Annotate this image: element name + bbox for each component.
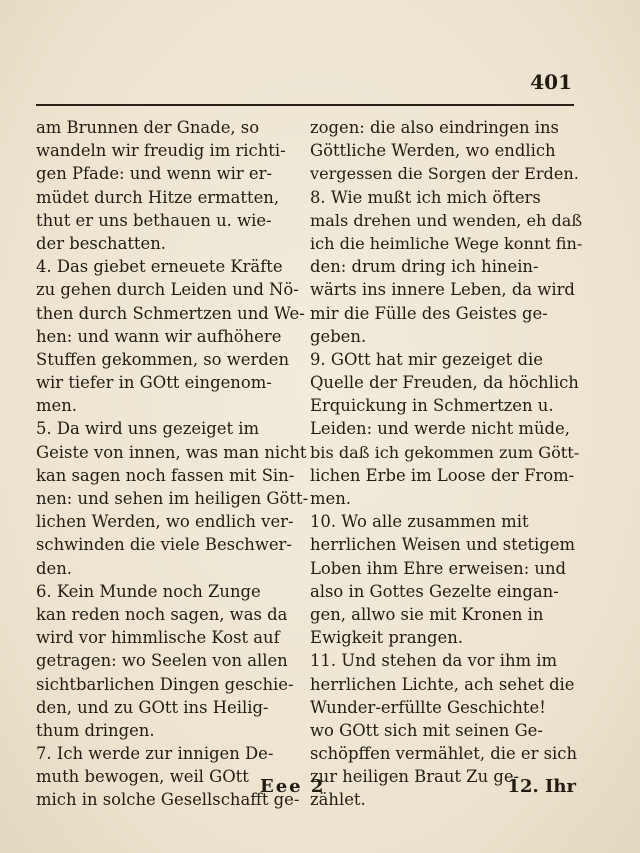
text-line: mir die Fülle des Geistes ge- xyxy=(310,303,548,323)
text-line: then durch Schmertzen und We- xyxy=(36,303,305,323)
page-footer xyxy=(260,776,576,804)
text-line: den. xyxy=(36,558,72,578)
text-line: müdet durch Hitze ermatten, xyxy=(36,187,280,207)
text-line: also in Gottes Gezelte eingan- xyxy=(310,581,559,601)
text-line: 4. Das giebet erneuete Kräfte xyxy=(36,257,283,277)
text-line: Leiden: und werde nicht müde, xyxy=(310,419,570,439)
text-line: den: drum dring ich hinein- xyxy=(310,257,539,277)
text-line: ich die heimliche Wege konnt fin- xyxy=(310,233,582,253)
text-line: Ewigkeit prangen. xyxy=(310,628,464,648)
text-line: zur heiligen Braut Zu ge- xyxy=(310,767,520,787)
text-line: wo GOtt sich mit seinen Ge- xyxy=(310,720,543,740)
text-line: gen Pfade: und wenn wir er- xyxy=(36,164,273,184)
text-line: getragen: wo Seelen von allen xyxy=(36,651,288,671)
catchword: 12. Ihr xyxy=(507,776,576,797)
text-line: men. xyxy=(310,489,352,508)
text-line: sichtbarlichen Dingen geschie- xyxy=(36,674,294,694)
text-line: 6. Kein Munde noch Zunge xyxy=(36,581,261,601)
text-line: schöpffen vermählet, die er sich xyxy=(310,744,578,764)
text-line: zu gehen durch Leiden und Nö- xyxy=(36,280,299,300)
text-line: herrlichen Lichte, ach sehet die xyxy=(310,674,575,694)
text-line: Stuffen gekommen, so werden xyxy=(36,349,290,369)
text-line: 9. GOtt hat mir gezeiget die xyxy=(310,349,543,369)
text-line: Quelle der Freuden, da höchlich xyxy=(310,373,579,393)
text-line: nen: und sehen im heiligen Gött- xyxy=(36,489,308,508)
text-line: vergessen die Sorgen der Erden. xyxy=(310,164,579,184)
left-column xyxy=(36,116,308,812)
text-line: muth bewogen, weil GOtt xyxy=(36,767,249,787)
text-line: wärts ins innere Leben, da wird xyxy=(310,280,575,300)
text-line: wandeln wir freudig im richti- xyxy=(36,141,286,161)
text-line: 10. Wo alle zusammen mit xyxy=(310,512,529,532)
text-line: 5. Da wird uns gezeiget im xyxy=(36,419,260,439)
text-line: 8. Wie mußt ich mich öfters xyxy=(310,187,541,207)
text-line: thut er uns bethauen u. wie- xyxy=(36,210,272,230)
text-line: Göttliche Werden, wo endlich xyxy=(310,141,556,161)
text-line: zählet. xyxy=(310,790,366,810)
text-line: 7. Ich werde zur innigen De- xyxy=(36,744,274,764)
text-line: mich in solche Gesellschafft ge- xyxy=(36,790,300,810)
text-line: bis daß ich gekommen zum Gött- xyxy=(310,442,580,462)
header-rule xyxy=(36,104,574,106)
page-number: 401 xyxy=(530,70,572,94)
text-line: mals drehen und wenden, eh daß xyxy=(310,210,582,230)
text-line: zogen: die also eindringen ins xyxy=(310,118,559,137)
text-line: lichen Erbe im Loose der From- xyxy=(310,465,575,485)
text-line: wird vor himmlische Kost auf xyxy=(36,628,280,648)
text-line: 11. Und stehen da vor ihm im xyxy=(310,651,558,671)
text-line: am Brunnen der Gnade, so xyxy=(36,118,260,137)
text-line: geben. xyxy=(310,326,367,346)
text-line: Erquickung in Schmertzen u. xyxy=(310,396,554,416)
text-line: Geiste von innen, was man nicht xyxy=(36,442,307,462)
text-line: kan sagen noch fassen mit Sin- xyxy=(36,465,295,485)
signature-mark: Eee 2 xyxy=(260,776,326,797)
text-line: schwinden die viele Beschwer- xyxy=(36,535,292,555)
text-line: thum dringen. xyxy=(36,720,155,740)
text-line: kan reden noch sagen, was da xyxy=(36,604,288,624)
text-line: Wunder-erfüllte Geschichte! xyxy=(310,697,546,717)
text-line: gen, allwo sie mit Kronen in xyxy=(310,604,544,624)
text-line: Loben ihm Ehre erweisen: und xyxy=(310,558,567,578)
text-line: men. xyxy=(36,396,78,416)
text-line: herrlichen Weisen und stetigem xyxy=(310,535,576,555)
text-line: lichen Werden, wo endlich ver- xyxy=(36,512,294,532)
text-line: der beschatten. xyxy=(36,233,166,253)
text-line: hen: und wann wir aufhöhere xyxy=(36,326,282,346)
text-line: wir tiefer in GOtt eingenom- xyxy=(36,373,272,393)
right-column xyxy=(310,116,582,812)
text-line: den, und zu GOtt ins Heilig- xyxy=(36,697,269,717)
